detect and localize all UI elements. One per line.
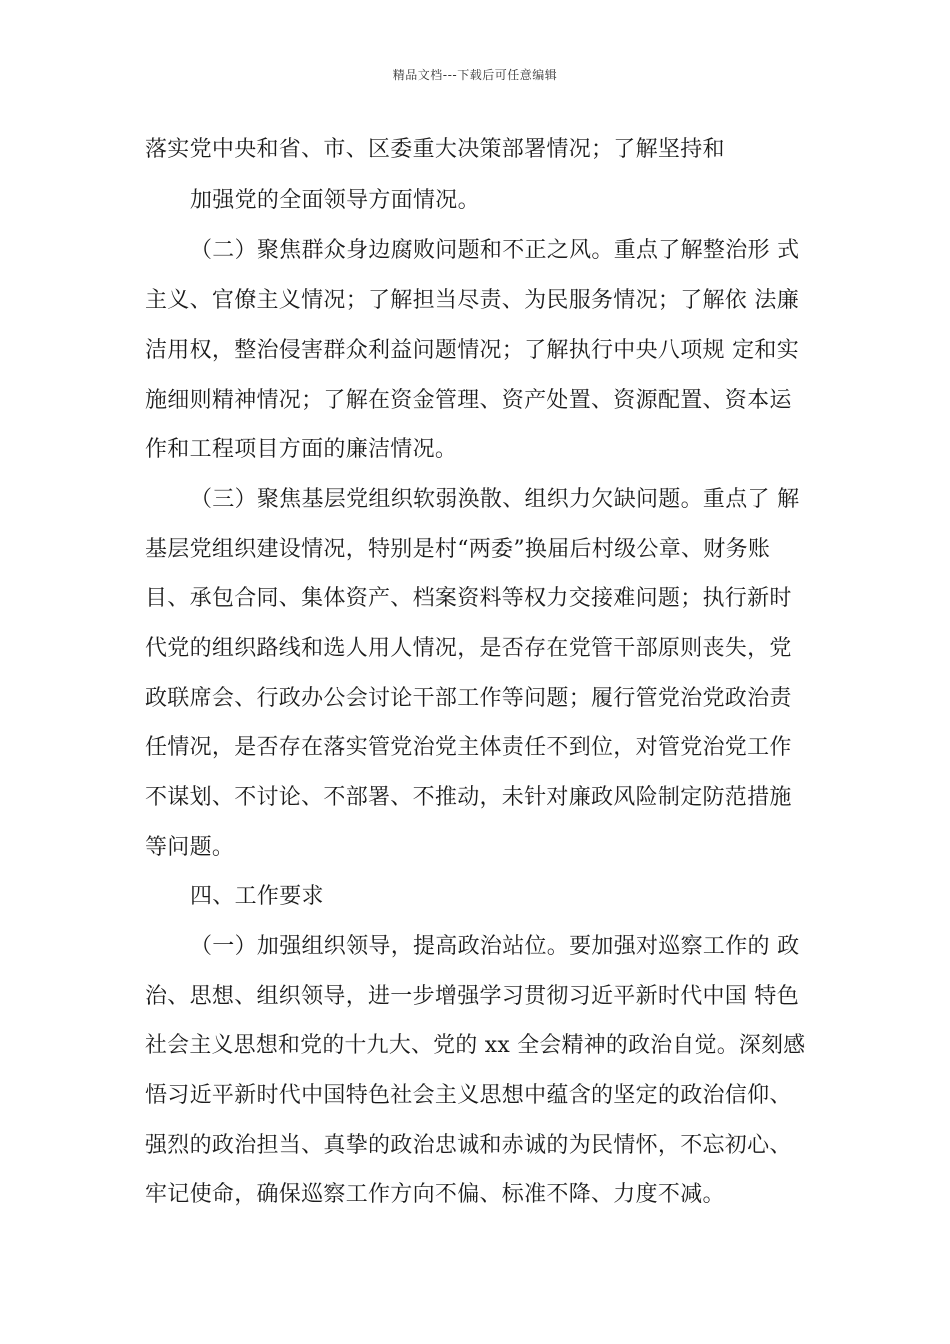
text-line: 任情况，是否存在落实管党治党主体责任不到位，对管党治党工作 <box>145 735 792 760</box>
text-line: 牢记使命，确保巡察工作方向不偏、标准不降、力度不减。 <box>145 1182 725 1207</box>
text-line: （二）聚焦群众身边腐败问题和不正之风。重点了解整治形 式 <box>190 238 800 263</box>
text-line: 加强党的全面领导方面情况。 <box>190 188 480 213</box>
text-line: 主义、官僚主义情况；了解担当尽责、为民服务情况；了解依 法廉 <box>145 288 799 313</box>
text-line: 代党的组织路线和选人用人情况，是否存在党管干部原则丧失，党 <box>145 636 792 661</box>
text-line: （三）聚焦基层党组织软弱涣散、组织力欠缺问题。重点了 解 <box>190 487 800 512</box>
text-line: 目、承包合同、集体资产、档案资料等权力交接难问题；执行新时 <box>145 586 792 611</box>
text-line: 落实党中央和省、市、区委重大决策部署情况；了解坚持和 <box>145 137 725 162</box>
text-line: 等问题。 <box>145 835 235 860</box>
text-line: 治、思想、组织领导，进一步增强学习贯彻习近平新时代中国 特色 <box>145 984 799 1009</box>
text-line: 社会主义思想和党的十九大、党的 xx 全会精神的政治自觉。深刻感 <box>145 1033 806 1058</box>
text-line: 作和工程项目方面的廉洁情况。 <box>145 437 458 462</box>
text-line: 强烈的政治担当、真挚的政治忠诚和赤诚的为民情怀，不忘初心、 <box>145 1133 792 1158</box>
text-line: （一）加强组织领导，提高政治站位。要加强对巡察工作的 政 <box>190 934 800 959</box>
page-header: 精品文档---下载后可任意编辑 <box>392 68 558 82</box>
text-line: 施细则精神情况；了解在资金管理、资产处置、资源配置、资本运 <box>145 388 792 413</box>
text-line: 悟习近平新时代中国特色社会主义思想中蕴含的坚定的政治信仰、 <box>145 1083 792 1108</box>
section-heading: 四、工作要求 <box>190 884 324 909</box>
text-line: 洁用权，整治侵害群众利益问题情况；了解执行中央八项规 定和实 <box>145 338 799 363</box>
text-line: 不谋划、不讨论、不部署、不推动，未针对廉政风险制定防范措施 <box>145 785 792 810</box>
text-line: 基层党组织建设情况，特别是村“两委”换届后村级公章、财务账 <box>145 537 771 562</box>
text-line: 政联席会、行政办公会讨论干部工作等问题；履行管党治党政治责 <box>145 686 792 711</box>
